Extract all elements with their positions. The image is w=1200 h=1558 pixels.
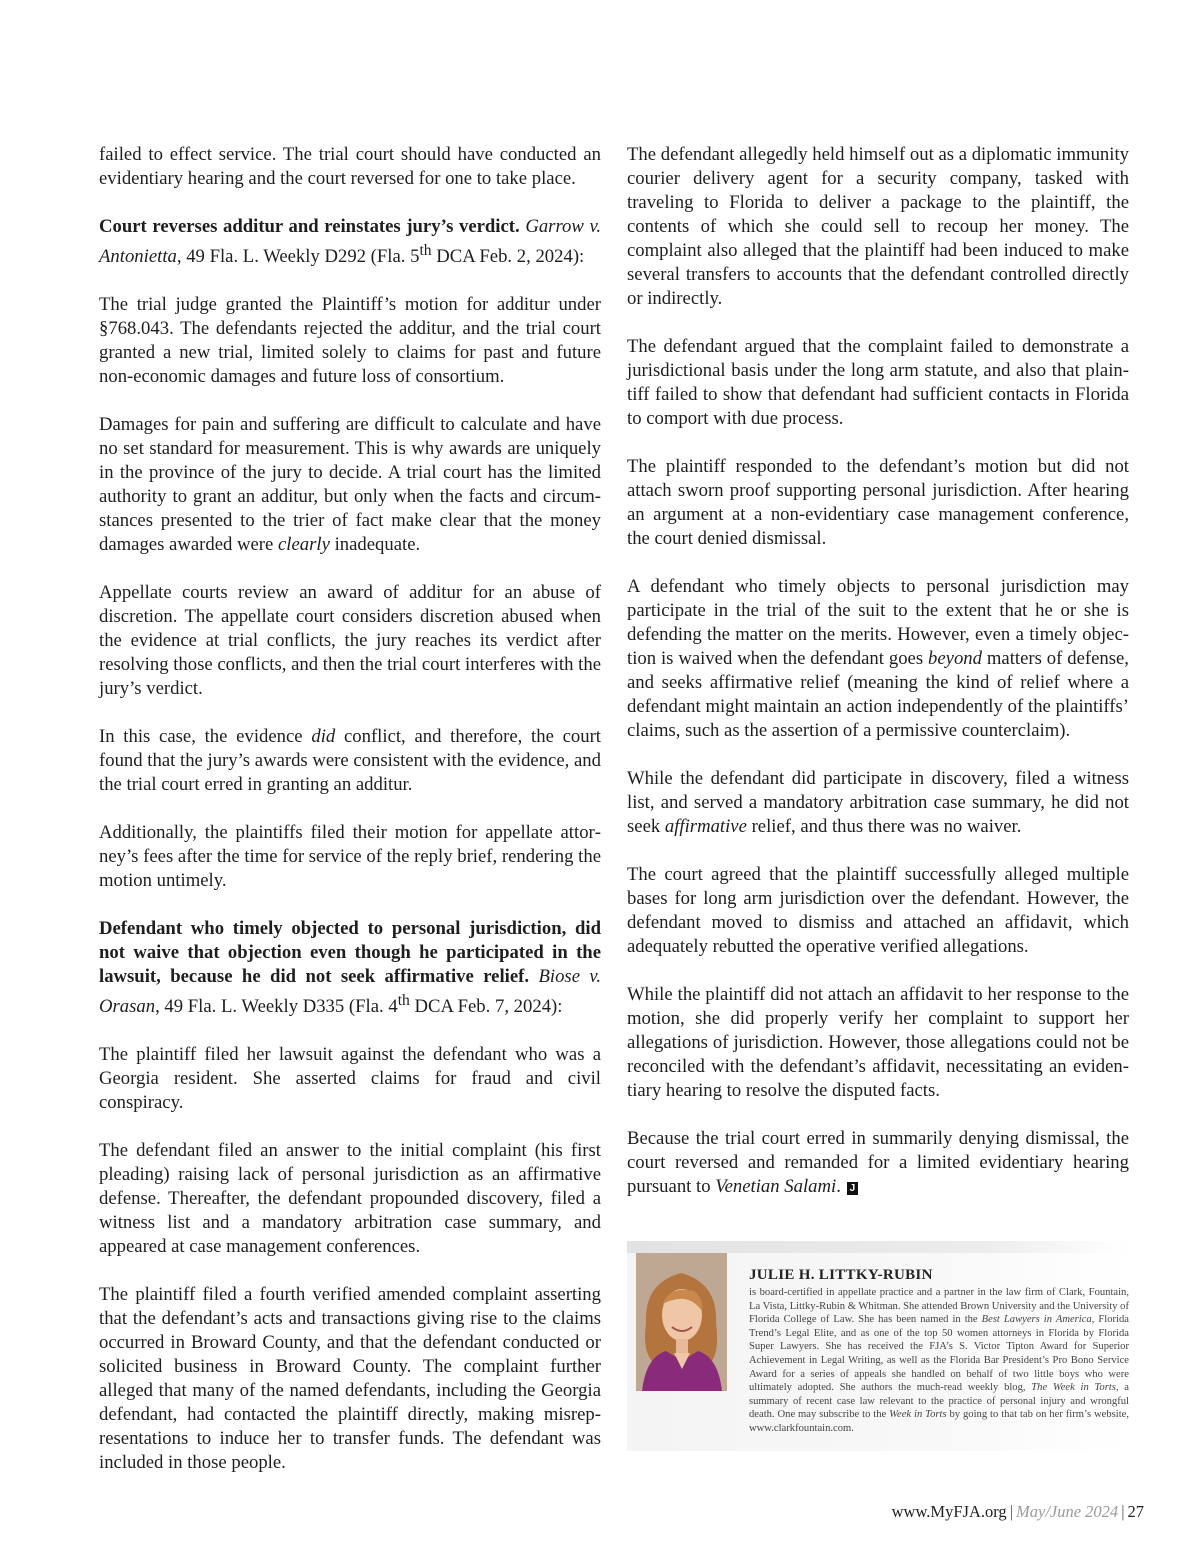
text: Because the trial court erred in summarily denying dismissal, the court reversed and remanded for a limited evidentiary hearing pursuant to — [627, 1128, 1129, 1197]
author-name: JULIE H. LITTKY-RUBIN — [749, 1267, 933, 1283]
emphasis: affirmative — [664, 816, 747, 837]
text: matters of defense, and seeks affirmative relief (meaning the kind of relief where a defendant might maintain an action independently of the plaintiffs’ claims, such as the assertion of a permissive counterclaim). — [627, 648, 1129, 741]
emphasis: Venetian Salami — [715, 1176, 837, 1197]
emphasis: beyond — [928, 648, 982, 669]
author-bio-box — [627, 1241, 1129, 1451]
footer-website: www.MyFJA.org — [891, 1502, 1007, 1521]
text: A defendant who timely objects to personal jurisdiction may participate in the trial of the suit to the extent that he or she is defending the matter on the merits. However, even a timely objection is waived when the defendant goes — [627, 576, 1129, 669]
paragraph: failed to effect service. The trial court should have conducted an evidentiary hearing and the court reversed for one to take place. — [99, 144, 601, 189]
emphasis: clearly — [278, 534, 330, 556]
text: relief, and thus there was no waiver. — [746, 816, 1022, 837]
text: While the defendant did participate in discovery, filed a witness list, and served a mandatory arbitration case summary, he did not seek — [627, 768, 1129, 837]
case-citation: , 49 Fla. L. Weekly D335 (Fla. 4 — [155, 996, 398, 1018]
author-bio-text — [749, 1286, 1129, 1436]
paragraph: While the plaintiff did not attach an affidavit to her response to the motion, she did properly verify her complaint to support her allegations of jurisdiction. However, those allegations could not be reconciled with the defendant’s affidavit, necessitating an evidentiary hearing to resolve the disputed facts. — [627, 984, 1129, 1101]
paragraph: The trial judge granted the Plaintiff’s motion for additur under §768.043. The defendants rejected the additur, and the trial court granted a new trial, limited solely to claims for past and future non-economic damages and future loss of consortium. — [99, 294, 601, 388]
right-column — [627, 143, 1129, 1223]
paragraph: Appellate courts review an award of additur for an abuse of discretion. The appellate court considers discretion abused when the evidence at trial conflicts, the jury reaches its verdict after resolving those conflicts, and then the trial court interferes with the jury’s verdict. — [99, 582, 601, 700]
text: , a summary of recent case law relevant to the practice of personal injury and wrongful death. One may subscribe to the — [749, 1382, 1129, 1421]
text: is board-certified in appellate practice and a partner in the law firm of Clark, Fountain, La Vista, Littky-Rubin & Whitman. She attended Brown University and the University of Florida College of Law. She has been named in the — [749, 1287, 1129, 1326]
paragraph — [627, 1127, 1129, 1199]
case-citation-sup: th — [397, 992, 410, 1010]
paragraph: The court agreed that the plaintiff successfully alleged multiple bases for long arm jurisdiction over the defendant. However, the defendant moved to dismiss and attached an affidavit, which adequately rebutted the operative verified allegations. — [627, 864, 1129, 957]
paragraph: The plaintiff filed her lawsuit against the defendant who was a Georgia resident. She asserted claims for fraud and civil conspiracy. — [99, 1044, 601, 1114]
text: In this case, the evidence — [99, 726, 312, 748]
text: by going to that tab on her firm’s website, www.clarkfountain.com. — [749, 1409, 1130, 1434]
paragraph: The defendant filed an answer to the initial complaint (his first pleading) raising lack of personal jurisdiction as an affirmative defense. Thereafter, the defendant propounded discovery, filed a witness list and a mandatory arbitration case summary, and appeared at case management conferences. — [99, 1140, 601, 1258]
text: , Florida Trend’s Legal Elite, and as one of the top 50 women attorneys in Florida by Florida Super Lawyers. She has received the FJA’s S. Victor Tipton Award for Superior Achievement in Legal Writing, as well as the Florida Bar President’s Pro Bono Service Award for a series of appeals she handled on behalf of two little boys who were ultimately adopted. She authors the much-read weekly blog, — [749, 1314, 1129, 1394]
text: inadequate. — [329, 534, 421, 556]
text: conflict, and therefore, the court found that the jury’s awards were consistent with the evidence, and the trial court erred in granting an additur. — [99, 726, 601, 796]
text: . — [836, 1176, 841, 1197]
case-citation-end: DCA Feb. 7, 2024): — [409, 996, 563, 1018]
paragraph — [627, 575, 1129, 743]
case-heading-title: Court reverses additur and reinstates jury’s verdict. — [99, 216, 520, 237]
paragraph: The plaintiff filed a fourth verified amended complaint asserting that the defendant’s acts and transactions giving rise to the claims occurred in Broward County, and that the defendant conducted or solicited business in Broward County. The complaint further alleged that many of the named defendants, including the Georgia defendant, had contacted the plaintiff directly, making misrepresentations to induce her to transfer funds. The defendant was included in those people. — [99, 1284, 601, 1474]
case-citation-end: DCA Feb. 2, 2024): — [431, 246, 585, 268]
paragraph: The defendant allegedly held himself out as a diplomatic immunity courier delivery agent for a security company, tasked with traveling to Florida to deliver a package to the plaintiff, the contents of which she could sell to recoup her money. The complaint also alleged that the plaintiff had been induced to make several transfers to accounts that the defendant controlled directly or indirectly. — [627, 144, 1129, 309]
case-heading — [99, 215, 601, 269]
paragraph: Additionally, the plaintiffs filed their motion for appellate attorney’s fees after the time for service of the reply brief, rendering the motion untimely. — [99, 822, 601, 892]
author-photo — [636, 1253, 727, 1391]
page-number: 27 — [1127, 1502, 1144, 1521]
paragraph: The defendant argued that the complaint failed to demonstrate a jurisdictional basis under the long arm statute, and also that plaintiff failed to show that defendant had sufficient contacts in Florida to comport with due process. — [627, 336, 1129, 429]
end-mark-icon: J — [847, 1182, 858, 1195]
paragraph — [99, 725, 601, 797]
emphasis: Week in Torts — [889, 1409, 947, 1421]
emphasis: did — [311, 726, 336, 748]
case-citation-sup: th — [419, 242, 432, 259]
emphasis: The Week in Torts — [1031, 1382, 1116, 1394]
paragraph — [627, 767, 1129, 839]
author-portrait-icon — [636, 1253, 727, 1391]
case-heading-title: Defendant who timely objected to personal jurisdiction, did not waive that objection even though he participated in the lawsuit, because he did not seek affirmative relief. — [99, 918, 601, 988]
case-citation: , 49 Fla. L. Weekly D292 (Fla. 5 — [176, 246, 420, 268]
paragraph: The plaintiff responded to the defendant’s motion but did not attach sworn proof supporting personal jurisdiction. After hearing an argument at a non-evidentiary case management conference, the court denied dismissal. — [627, 456, 1129, 549]
footer-divider: | — [1009, 1502, 1013, 1521]
case-heading — [99, 917, 601, 1019]
page-footer — [892, 1502, 1144, 1522]
case-name: Biose v. Orasan — [99, 966, 601, 1018]
left-column — [99, 143, 601, 1499]
footer-divider: | — [1121, 1502, 1125, 1521]
case-name: Garrow v. Antonietta — [99, 216, 602, 268]
footer-issue: May/June 2024 — [1016, 1502, 1119, 1521]
paragraph — [99, 413, 601, 557]
emphasis: Best Lawyers in America — [981, 1314, 1092, 1326]
text: Damages for pain and suffering are difficult to calculate and have no set standard for measurement. This is why awards are uniquely in the province of the jury to decide. A trial court has the limited authority to grant an additur, but only when the facts and circumstances presented to the trier of fact make clear that the money damages awarded were — [99, 414, 601, 556]
bio-header-bar — [627, 1241, 1129, 1253]
